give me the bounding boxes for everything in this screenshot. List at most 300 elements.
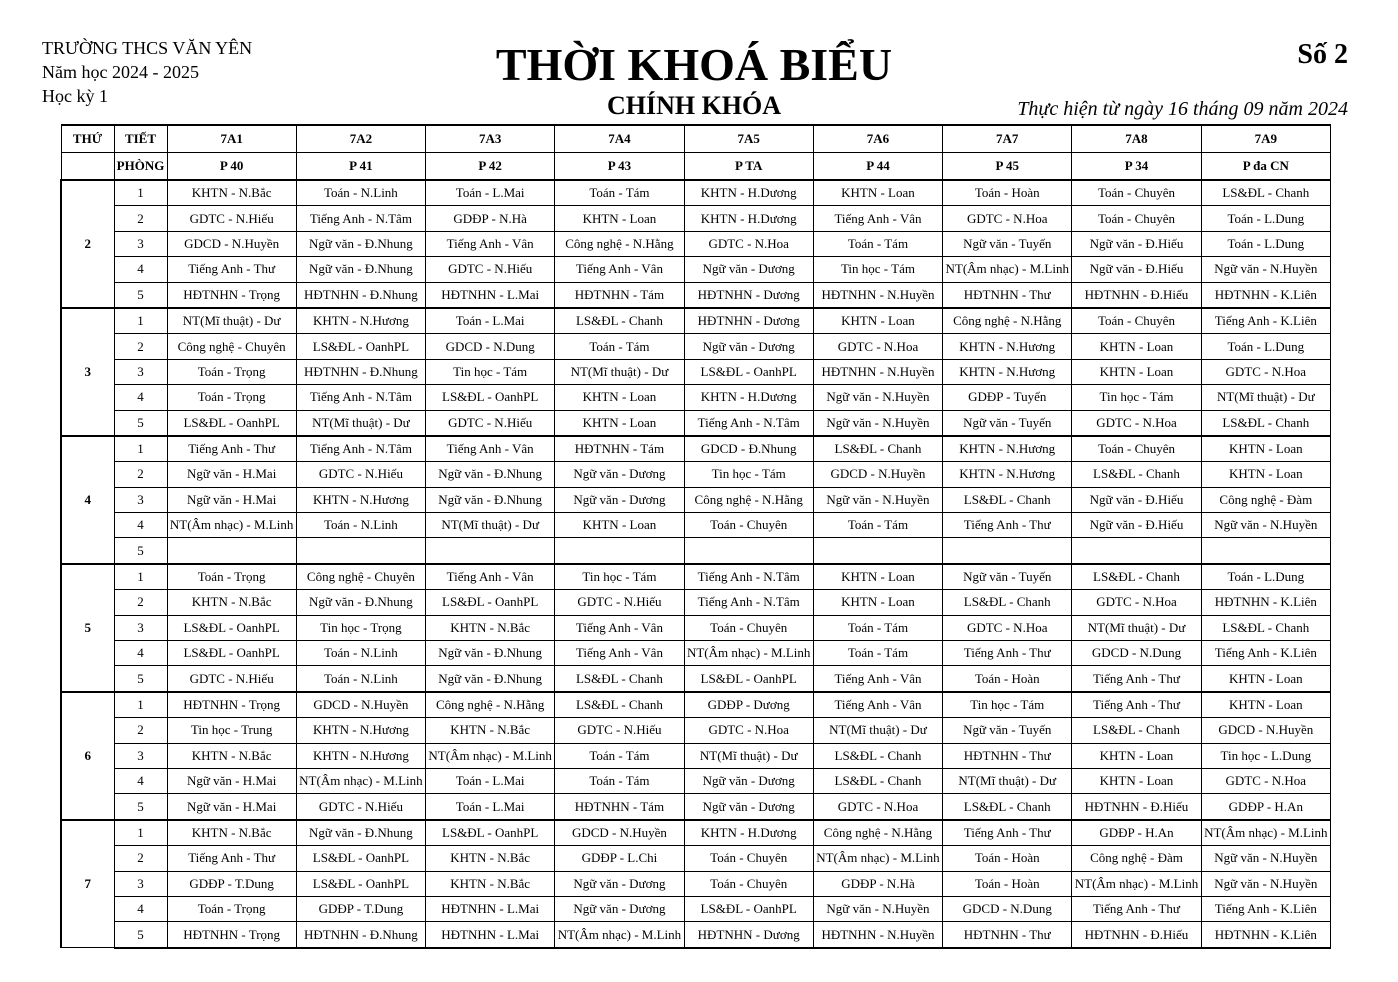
page-title: THỜI KHOÁ BIỂU [495, 39, 893, 90]
lesson-cell: NT(Âm nhạc) - M.Linh [684, 641, 813, 666]
period-number: 1 [114, 308, 167, 334]
table-row [61, 718, 1331, 743]
lesson-cell [296, 538, 425, 564]
period-number: 5 [114, 538, 167, 564]
lesson-cell: KHTN - N.Hương [943, 334, 1072, 359]
lesson-cell: Toán - L.Dung [1201, 231, 1330, 256]
lesson-cell: Toán - Tám [555, 743, 684, 768]
table-row [61, 641, 1331, 666]
lesson-cell: LS&ĐL - Chanh [1072, 564, 1201, 590]
lesson-cell: Toán - L.Dung [1201, 334, 1330, 359]
class-header: 7A7 [943, 125, 1072, 153]
lesson-cell: Toán - Hoàn [943, 846, 1072, 871]
document-number: Số 2 [1297, 39, 1348, 70]
table-row [61, 743, 1331, 768]
lesson-cell: KHTN - Loan [1072, 359, 1201, 384]
room-header: P 44 [813, 153, 942, 181]
lesson-cell: Ngữ văn - Dương [684, 334, 813, 359]
lesson-cell: KHTN - Loan [1201, 666, 1330, 692]
lesson-cell: Công nghệ - Chuyên [296, 564, 425, 590]
lesson-cell: Tiếng Anh - Thư [1072, 692, 1201, 718]
lesson-cell [813, 538, 942, 564]
lesson-cell: KHTN - H.Dương [684, 206, 813, 231]
lesson-cell: LS&ĐL - Chanh [555, 666, 684, 692]
period-number: 2 [114, 206, 167, 231]
table-row [61, 538, 1331, 564]
lesson-cell: Toán - Hoàn [943, 180, 1072, 206]
day-label: 7 [61, 820, 114, 948]
lesson-cell: GDTC - N.Hoa [1072, 410, 1201, 436]
lesson-cell: LS&ĐL - Chanh [943, 590, 1072, 615]
lesson-cell: HĐTNHN - Dương [684, 282, 813, 308]
lesson-cell: GDTC - N.Hoa [1201, 768, 1330, 793]
table-row [61, 794, 1331, 820]
lesson-cell: Tiếng Anh - Vân [813, 206, 942, 231]
lesson-cell: HĐTNHN - L.Mai [426, 282, 555, 308]
lesson-cell: GDTC - N.Hiếu [296, 794, 425, 820]
period-number: 3 [114, 359, 167, 384]
day-label: 3 [61, 308, 114, 436]
lesson-cell: Ngữ văn - Đ.Nhung [426, 641, 555, 666]
period-number: 2 [114, 718, 167, 743]
lesson-cell: Ngữ văn - Tuyến [943, 564, 1072, 590]
period-number: 1 [114, 180, 167, 206]
lesson-cell: NT(Mĩ thuật) - Dư [167, 308, 296, 334]
period-number: 1 [114, 564, 167, 590]
lesson-cell: NT(Mĩ thuật) - Dư [1201, 385, 1330, 410]
lesson-cell: Toán - Tám [555, 180, 684, 206]
lesson-cell: KHTN - N.Bắc [426, 846, 555, 871]
lesson-cell: Toán - Trọng [167, 896, 296, 921]
lesson-cell: Tin học - Trọng [296, 615, 425, 640]
lesson-cell: Tiếng Anh - Thư [1072, 896, 1201, 921]
lesson-cell: HĐTNHN - K.Liên [1201, 590, 1330, 615]
lesson-cell: LS&ĐL - Chanh [1201, 615, 1330, 640]
lesson-cell: NT(Mĩ thuật) - Dư [813, 718, 942, 743]
lesson-cell: GDCD - N.Dung [1072, 641, 1201, 666]
period-number: 1 [114, 436, 167, 462]
lesson-cell: Ngữ văn - H.Mai [167, 487, 296, 512]
lesson-cell [943, 538, 1072, 564]
lesson-cell: Ngữ văn - H.Mai [167, 794, 296, 820]
lesson-cell: Toán - L.Dung [1201, 564, 1330, 590]
lesson-cell: KHTN - Loan [813, 590, 942, 615]
lesson-cell: Tiếng Anh - Vân [813, 692, 942, 718]
room-header: P 45 [943, 153, 1072, 181]
lesson-cell: LS&ĐL - OanhPL [684, 896, 813, 921]
lesson-cell: Toán - N.Linh [296, 641, 425, 666]
lesson-cell: Ngữ văn - Đ.Hiếu [1072, 257, 1201, 282]
lesson-cell: GDTC - N.Hiếu [296, 462, 425, 487]
lesson-cell: KHTN - Loan [1072, 768, 1201, 793]
period-number: 3 [114, 743, 167, 768]
lesson-cell: GDTC - N.Hoa [1201, 359, 1330, 384]
lesson-cell: HĐTNHN - L.Mai [426, 896, 555, 921]
lesson-cell [555, 538, 684, 564]
lesson-cell: GDCD - N.Huyền [296, 692, 425, 718]
lesson-cell: NT(Mĩ thuật) - Dư [943, 768, 1072, 793]
lesson-cell: Tiếng Anh - N.Tâm [296, 206, 425, 231]
class-header: 7A5 [684, 125, 813, 153]
lesson-cell: NT(Âm nhạc) - M.Linh [1201, 820, 1330, 846]
lesson-cell: NT(Âm nhạc) - M.Linh [296, 768, 425, 793]
lesson-cell: Công nghệ - N.Hằng [684, 487, 813, 512]
lesson-cell: Ngữ văn - Đ.Hiếu [1072, 487, 1201, 512]
table-row [61, 359, 1331, 384]
school-year: Năm học 2024 - 2025 [42, 62, 199, 82]
lesson-cell: LS&ĐL - Chanh [1201, 180, 1330, 206]
lesson-cell: Toán - Tám [555, 768, 684, 793]
period-number: 4 [114, 641, 167, 666]
day-label: 6 [61, 692, 114, 820]
period-number: 3 [114, 871, 167, 896]
lesson-cell: Toán - L.Mai [426, 768, 555, 793]
lesson-cell: Ngữ văn - Đ.Nhung [426, 666, 555, 692]
lesson-cell: Tiếng Anh - Thư [167, 846, 296, 871]
lesson-cell: Toán - Trọng [167, 385, 296, 410]
table-row [61, 615, 1331, 640]
lesson-cell: Tiếng Anh - Thư [1072, 666, 1201, 692]
lesson-cell: GDCD - N.Huyền [167, 231, 296, 256]
lesson-cell: HĐTNHN - Đ.Nhung [296, 922, 425, 948]
lesson-cell: Toán - Chuyên [684, 846, 813, 871]
lesson-cell: Toán - Hoàn [943, 666, 1072, 692]
lesson-cell: Toán - N.Linh [296, 180, 425, 206]
period-number: 2 [114, 462, 167, 487]
lesson-cell: Ngữ văn - Đ.Hiếu [1072, 231, 1201, 256]
table-row [61, 692, 1331, 718]
lesson-cell: Ngữ văn - N.Huyền [813, 385, 942, 410]
lesson-cell: HĐTNHN - Đ.Hiếu [1072, 282, 1201, 308]
lesson-cell: HĐTNHN - N.Huyền [813, 922, 942, 948]
lesson-cell: Ngữ văn - N.Huyền [1201, 513, 1330, 538]
lesson-cell: Tiếng Anh - Thư [943, 513, 1072, 538]
lesson-cell: NT(Âm nhạc) - M.Linh [943, 257, 1072, 282]
table-row [61, 487, 1331, 512]
lesson-cell: Ngữ văn - Đ.Nhung [426, 462, 555, 487]
class-header: 7A6 [813, 125, 942, 153]
lesson-cell: KHTN - Loan [1072, 743, 1201, 768]
lesson-cell: Công nghệ - Đàm [1201, 487, 1330, 512]
lesson-cell: KHTN - Loan [555, 410, 684, 436]
lesson-cell: GDTC - N.Hoa [684, 231, 813, 256]
lesson-cell: Tiếng Anh - K.Liên [1201, 308, 1330, 334]
lesson-cell: NT(Mĩ thuật) - Dư [555, 359, 684, 384]
room-header: P 34 [1072, 153, 1201, 181]
class-header: 7A9 [1201, 125, 1330, 153]
lesson-cell: Tiếng Anh - K.Liên [1201, 896, 1330, 921]
class-header: 7A4 [555, 125, 684, 153]
lesson-cell: KHTN - N.Hương [943, 436, 1072, 462]
period-number: 4 [114, 257, 167, 282]
lesson-cell: GDĐP - L.Chi [555, 846, 684, 871]
lesson-cell: HĐTNHN - Trọng [167, 922, 296, 948]
lesson-cell: Ngữ văn - Đ.Nhung [296, 820, 425, 846]
room-header: P TA [684, 153, 813, 181]
effective-date: Thực hiện từ ngày 16 tháng 09 năm 2024 [1017, 98, 1348, 120]
lesson-cell: HĐTNHN - K.Liên [1201, 282, 1330, 308]
lesson-cell: GDTC - N.Hoa [943, 206, 1072, 231]
lesson-cell: GDTC - N.Hiếu [426, 257, 555, 282]
lesson-cell: Toán - Chuyên [684, 513, 813, 538]
page-subtitle: CHÍNH KHÓA [606, 91, 782, 120]
lesson-cell: LS&ĐL - OanhPL [167, 641, 296, 666]
lesson-cell: Tiếng Anh - N.Tâm [684, 564, 813, 590]
lesson-cell: Ngữ văn - Tuyến [943, 410, 1072, 436]
table-row [61, 257, 1331, 282]
lesson-cell: KHTN - H.Dương [684, 820, 813, 846]
lesson-cell: KHTN - N.Bắc [426, 615, 555, 640]
lesson-cell: Toán - Chuyên [1072, 206, 1201, 231]
period-number: 4 [114, 385, 167, 410]
lesson-cell: GDĐP - H.An [1072, 820, 1201, 846]
lesson-cell: HĐTNHN - Đ.Nhung [296, 282, 425, 308]
lesson-cell: NT(Mĩ thuật) - Dư [1072, 615, 1201, 640]
lesson-cell: Tiếng Anh - N.Tâm [296, 385, 425, 410]
table-row [61, 922, 1331, 948]
lesson-cell: Công nghệ - Đàm [1072, 846, 1201, 871]
lesson-cell [1072, 538, 1201, 564]
lesson-cell: Toán - Hoàn [943, 871, 1072, 896]
lesson-cell: Tiếng Anh - Thư [943, 641, 1072, 666]
lesson-cell: HĐTNHN - Trọng [167, 692, 296, 718]
blank-header-cell [61, 153, 114, 181]
lesson-cell: GDTC - N.Hoa [684, 718, 813, 743]
period-number: 4 [114, 768, 167, 793]
lesson-cell: GDTC - N.Hiếu [167, 666, 296, 692]
lesson-cell: Tiếng Anh - Vân [555, 615, 684, 640]
table-row [61, 820, 1331, 846]
lesson-cell: GDCD - N.Huyền [813, 462, 942, 487]
table-row [61, 334, 1331, 359]
room-header: P 40 [167, 153, 296, 181]
lesson-cell: LS&ĐL - OanhPL [684, 666, 813, 692]
lesson-cell: KHTN - N.Hương [296, 718, 425, 743]
lesson-cell: Công nghệ - N.Hằng [813, 820, 942, 846]
lesson-cell: Công nghệ - N.Hằng [426, 692, 555, 718]
lesson-cell: LS&ĐL - OanhPL [684, 359, 813, 384]
lesson-cell: LS&ĐL - Chanh [813, 768, 942, 793]
lesson-cell: Tiếng Anh - Vân [555, 641, 684, 666]
lesson-cell: Toán - N.Linh [296, 513, 425, 538]
lesson-cell: GDĐP - N.Hà [426, 206, 555, 231]
lesson-cell: Ngữ văn - Dương [555, 487, 684, 512]
semester: Học kỳ 1 [42, 86, 108, 106]
lesson-cell: GDĐP - Tuyến [943, 385, 1072, 410]
lesson-cell: GDCD - N.Huyền [1201, 718, 1330, 743]
lesson-cell: HĐTNHN - Đ.Nhung [296, 359, 425, 384]
lesson-cell: Ngữ văn - Dương [555, 462, 684, 487]
lesson-cell: LS&ĐL - Chanh [1072, 462, 1201, 487]
table-row [61, 462, 1331, 487]
lesson-cell: Toán - Tám [813, 641, 942, 666]
lesson-cell: Ngữ văn - Dương [684, 768, 813, 793]
lesson-cell: GDTC - N.Hoa [813, 794, 942, 820]
lesson-cell: Ngữ văn - Đ.Nhung [296, 257, 425, 282]
lesson-cell: Tiếng Anh - Thư [167, 257, 296, 282]
lesson-cell: Ngữ văn - Tuyến [943, 718, 1072, 743]
lesson-cell: LS&ĐL - Chanh [555, 308, 684, 334]
lesson-cell: GDTC - N.Hoa [943, 615, 1072, 640]
period-number: 4 [114, 896, 167, 921]
period-number: 3 [114, 231, 167, 256]
lesson-cell: GDTC - N.Hiếu [167, 206, 296, 231]
room-header: P 42 [426, 153, 555, 181]
room-column-header: PHÒNG [114, 153, 167, 181]
header-row-classes [61, 125, 1331, 153]
period-number: 2 [114, 334, 167, 359]
lesson-cell: LS&ĐL - Chanh [1072, 718, 1201, 743]
table-row [61, 436, 1331, 462]
school-name: TRƯỜNG THCS VĂN YÊN [42, 38, 253, 58]
lesson-cell: Tin học - Tám [684, 462, 813, 487]
lesson-cell: Ngữ văn - Dương [684, 257, 813, 282]
table-row [61, 206, 1331, 231]
lesson-cell: LS&ĐL - OanhPL [426, 590, 555, 615]
period-number: 4 [114, 513, 167, 538]
lesson-cell: KHTN - N.Hương [296, 743, 425, 768]
lesson-cell: HĐTNHN - Tám [555, 436, 684, 462]
lesson-cell: LS&ĐL - Chanh [943, 794, 1072, 820]
day-label: 4 [61, 436, 114, 564]
class-header: 7A8 [1072, 125, 1201, 153]
table-row [61, 590, 1331, 615]
lesson-cell: NT(Mĩ thuật) - Dư [426, 513, 555, 538]
lesson-cell [426, 538, 555, 564]
lesson-cell: GDCD - N.Huyền [555, 820, 684, 846]
lesson-cell: Ngữ văn - N.Huyền [1201, 871, 1330, 896]
lesson-cell: HĐTNHN - Thư [943, 743, 1072, 768]
lesson-cell: Tiếng Anh - Vân [426, 231, 555, 256]
lesson-cell: LS&ĐL - OanhPL [296, 334, 425, 359]
lesson-cell: KHTN - Loan [1072, 334, 1201, 359]
lesson-cell: Ngữ văn - N.Huyền [1201, 846, 1330, 871]
lesson-cell: KHTN - Loan [555, 385, 684, 410]
lesson-cell: HĐTNHN - Tám [555, 282, 684, 308]
lesson-cell: HĐTNHN - N.Huyền [813, 282, 942, 308]
lesson-cell: KHTN - Loan [813, 180, 942, 206]
lesson-cell: LS&ĐL - Chanh [943, 487, 1072, 512]
period-number: 2 [114, 590, 167, 615]
lesson-cell: Công nghệ - N.Hằng [555, 231, 684, 256]
lesson-cell: Ngữ văn - Dương [555, 871, 684, 896]
timetable-body [61, 180, 1331, 948]
lesson-cell: GDĐP - T.Dung [296, 896, 425, 921]
lesson-cell: GDĐP - T.Dung [167, 871, 296, 896]
header-row-rooms [61, 153, 1331, 181]
period-number: 5 [114, 922, 167, 948]
day-column-header: THỨ [61, 125, 114, 153]
lesson-cell: LS&ĐL - OanhPL [167, 615, 296, 640]
lesson-cell: HĐTNHN - Trọng [167, 282, 296, 308]
class-header: 7A2 [296, 125, 425, 153]
table-row [61, 231, 1331, 256]
lesson-cell: KHTN - Loan [555, 513, 684, 538]
table-row [61, 846, 1331, 871]
lesson-cell: Tiếng Anh - Vân [426, 564, 555, 590]
lesson-cell: GDTC - N.Hiếu [555, 718, 684, 743]
lesson-cell: Ngữ văn - Tuyến [943, 231, 1072, 256]
lesson-cell: LS&ĐL - Chanh [813, 436, 942, 462]
lesson-cell: KHTN - N.Bắc [167, 180, 296, 206]
lesson-cell: Công nghệ - Chuyên [167, 334, 296, 359]
day-label: 5 [61, 564, 114, 692]
lesson-cell: LS&ĐL - Chanh [813, 743, 942, 768]
lesson-cell: HĐTNHN - N.Huyền [813, 359, 942, 384]
lesson-cell: NT(Mĩ thuật) - Dư [684, 743, 813, 768]
lesson-cell: KHTN - N.Hương [943, 359, 1072, 384]
lesson-cell: KHTN - N.Hương [943, 462, 1072, 487]
period-number: 2 [114, 846, 167, 871]
period-number: 1 [114, 692, 167, 718]
lesson-cell: Tiếng Anh - Vân [813, 666, 942, 692]
lesson-cell: NT(Âm nhạc) - M.Linh [813, 846, 942, 871]
table-row [61, 308, 1331, 334]
period-number: 1 [114, 820, 167, 846]
period-number: 3 [114, 615, 167, 640]
lesson-cell: LS&ĐL - OanhPL [426, 820, 555, 846]
lesson-cell: GDTC - N.Hoa [1072, 590, 1201, 615]
lesson-cell: Toán - N.Linh [296, 666, 425, 692]
lesson-cell: GDTC - N.Hoa [813, 334, 942, 359]
lesson-cell: Ngữ văn - Đ.Hiếu [1072, 513, 1201, 538]
class-header: 7A3 [426, 125, 555, 153]
lesson-cell: Toán - Tám [813, 231, 942, 256]
table-row [61, 666, 1331, 692]
lesson-cell: GDTC - N.Hiếu [426, 410, 555, 436]
lesson-cell: Toán - L.Mai [426, 308, 555, 334]
lesson-cell: KHTN - N.Bắc [426, 718, 555, 743]
lesson-cell: LS&ĐL - OanhPL [167, 410, 296, 436]
lesson-cell: Tiếng Anh - K.Liên [1201, 641, 1330, 666]
timetable [60, 124, 1331, 949]
lesson-cell: Ngữ văn - N.Huyền [813, 896, 942, 921]
lesson-cell: GDĐP - Dương [684, 692, 813, 718]
lesson-cell: NT(Âm nhạc) - M.Linh [426, 743, 555, 768]
table-row [61, 385, 1331, 410]
lesson-cell: KHTN - N.Hương [296, 308, 425, 334]
lesson-cell: Công nghệ - N.Hằng [943, 308, 1072, 334]
lesson-cell: Ngữ văn - H.Mai [167, 768, 296, 793]
lesson-cell [167, 538, 296, 564]
lesson-cell: Toán - Trọng [167, 564, 296, 590]
lesson-cell: Ngữ văn - Đ.Nhung [426, 487, 555, 512]
period-number: 5 [114, 282, 167, 308]
period-number: 5 [114, 666, 167, 692]
period-number: 5 [114, 410, 167, 436]
lesson-cell: Tiếng Anh - Thư [943, 820, 1072, 846]
table-row [61, 180, 1331, 206]
lesson-cell: Tin học - L.Dung [1201, 743, 1330, 768]
class-header: 7A1 [167, 125, 296, 153]
lesson-cell: Ngữ văn - H.Mai [167, 462, 296, 487]
lesson-cell: KHTN - N.Bắc [167, 820, 296, 846]
day-label: 2 [61, 180, 114, 308]
lesson-cell: Tin học - Trung [167, 718, 296, 743]
lesson-cell: LS&ĐL - Chanh [1201, 410, 1330, 436]
table-row [61, 768, 1331, 793]
table-row [61, 896, 1331, 921]
lesson-cell: Tiếng Anh - Vân [426, 436, 555, 462]
table-row [61, 282, 1331, 308]
lesson-cell: Toán - L.Mai [426, 180, 555, 206]
lesson-cell: Toán - Trọng [167, 359, 296, 384]
lesson-cell: Tiếng Anh - N.Tâm [296, 436, 425, 462]
lesson-cell: HĐTNHN - Thư [943, 922, 1072, 948]
lesson-cell: Tin học - Tám [943, 692, 1072, 718]
lesson-cell: NT(Mĩ thuật) - Dư [296, 410, 425, 436]
lesson-cell: Toán - Chuyên [1072, 436, 1201, 462]
